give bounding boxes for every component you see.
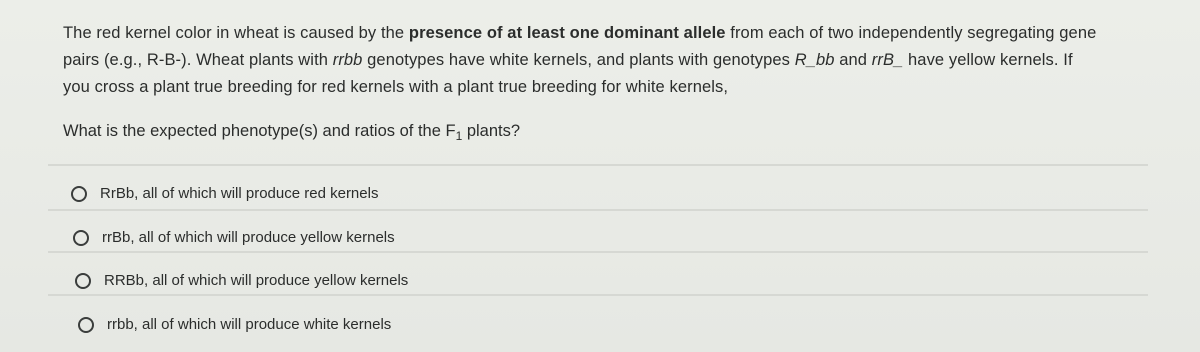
genotype-r-bb: R_bb [794, 51, 835, 69]
answer-option-2[interactable] [73, 229, 395, 246]
radio-button[interactable] [73, 230, 89, 246]
question-text-segment: from each of two independently segregating gene [725, 24, 1097, 42]
divider [48, 294, 1148, 296]
answer-option-label: RRBb, all of which will produce yellow kernels [104, 272, 409, 289]
answer-option-4[interactable] [78, 316, 391, 333]
answer-option-1[interactable] [71, 185, 378, 202]
prompt-subscript: 1 [455, 129, 463, 143]
question-text-segment: pairs (e.g., R-B-). Wheat plants with [63, 51, 333, 69]
question-text-segment: have yellow kernels. If [903, 51, 1073, 69]
radio-button[interactable] [78, 317, 94, 333]
question-text-segment: The red kernel color in wheat is caused by the [63, 24, 409, 42]
prompt-text: What is the expected phenotype(s) and ratios of the F [63, 122, 456, 140]
question-line3: you cross a plant true breeding for red kernels with a plant true breeding for white kernels, [63, 78, 729, 96]
question-text-segment: genotypes have white kernels, and plants with genotypes [362, 51, 795, 69]
radio-button[interactable] [71, 186, 87, 202]
radio-button[interactable] [75, 273, 91, 289]
divider [48, 164, 1148, 166]
divider [48, 209, 1148, 211]
question-text [63, 20, 1163, 101]
genotype-rrb: rrB_ [871, 51, 904, 69]
divider [48, 251, 1148, 253]
question-line2 [63, 51, 1073, 69]
answer-option-label: rrBb, all of which will produce yellow kernels [102, 229, 395, 246]
answer-option-3[interactable] [75, 272, 408, 289]
answer-option-label: RrBb, all of which will produce red kernels [100, 185, 379, 202]
question-prompt [63, 119, 520, 143]
question-text-segment: and [834, 51, 872, 69]
prompt-text: plants? [462, 122, 521, 140]
question-line1 [63, 24, 1096, 42]
answer-option-label: rrbb, all of which will produce white kernels [107, 316, 392, 333]
question-bold-text: presence of at least one dominant allele [408, 24, 726, 42]
genotype-rrbb: rrbb [332, 51, 363, 69]
